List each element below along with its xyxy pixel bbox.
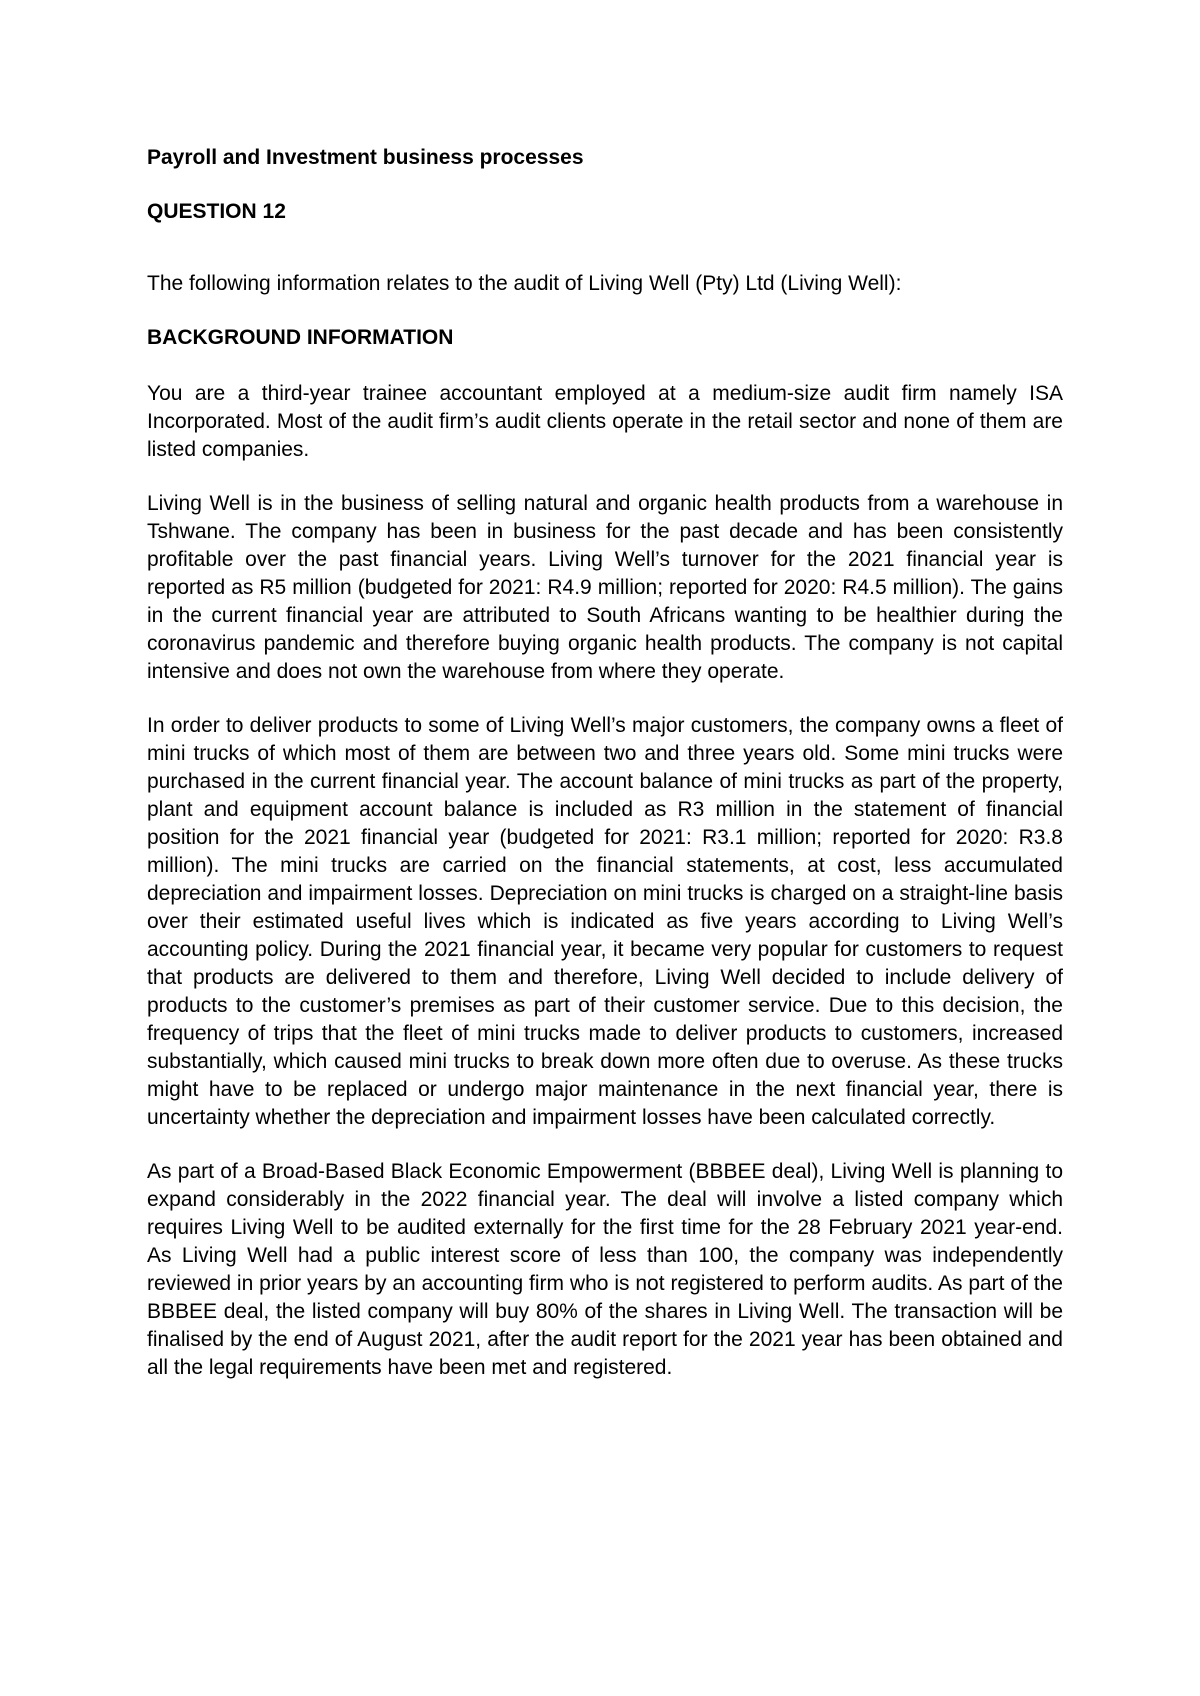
paragraph-mini-trucks: In order to deliver products to some of Living Well’s major customers, the company owns a fleet of mini trucks of which most of them are between two and three years old. Some mini trucks were purchased in the current financial year. The account balance of mini trucks as part of the property, plant and equipment account balance is included as R3 million in the statement of financial position for the 2021 financial year (budgeted for 2021: R3.1 million; reported for 2020: R3.8 million). The mini trucks are carried on the financial statements, at cost, less accumulated depreciation and impairment losses. Depreciation on mini trucks is charged on a straight-line basis over their estimated useful lives which is indicated as five years according to Living Well’s accounting policy. During the 2021 financial year, it became very popular for customers to request that products are delivered to them and therefore, Living Well decided to include delivery of products to the customer’s premises as part of their customer service. Due to this decision, the frequency of trips that the fleet of mini trucks made to deliver products to customers, increased substantially, which caused mini trucks to break down more often due to overuse. As these trucks might have to be replaced or undergo major maintenance in the next financial year, there is uncertainty whether the depreciation and impairment losses have been calculated correctly. (147, 714, 1063, 1129)
paragraph-trainee: You are a third-year trainee accountant employed at a medium-size audit firm namely ISA Incorporated. Most of the audit firm’s audit clients operate in the retail sector and none of them are listed companies. (147, 382, 1063, 461)
document-body (147, 144, 1063, 1382)
section-title: BACKGROUND INFORMATION (147, 326, 454, 349)
paragraph-business: Living Well is in the business of selling natural and organic health products from a warehouse in Tshwane. The company has been in business for the past decade and has been consistently profitable over the past financial years. Living Well’s turnover for the 2021 financial year is reported as R5 million (budgeted for 2021: R4.9 million; reported for 2020: R4.5 million). The gains in the current financial year are attributed to South Africans wanting to be healthier during the coronavirus pandemic and therefore buying organic health products. The company is not capital intensive and does not own the warehouse from where they operate. (147, 492, 1063, 683)
question-number: QUESTION 12 (147, 200, 286, 223)
document-title: Payroll and Investment business processes (147, 146, 584, 169)
paragraph-bbbee-deal: As part of a Broad-Based Black Economic Empowerment (BBBEE deal), Living Well is planning to expand considerably in the 2022 financial year. The deal will involve a listed company which requires Living Well to be audited externally for the first time for the 28 February 2021 year-end. As Living Well had a public interest score of less than 100, the company was independently reviewed in prior years by an accounting firm who is not registered to perform audits. As part of the BBBEE deal, the listed company will buy 80% of the shares in Living Well. The transaction will be finalised by the end of August 2021, after the audit report for the 2021 year has been obtained and all the legal requirements have been met and registered. (147, 1160, 1063, 1379)
intro-text: The following information relates to the audit of Living Well (Pty) Ltd (Living Well): (147, 272, 902, 295)
